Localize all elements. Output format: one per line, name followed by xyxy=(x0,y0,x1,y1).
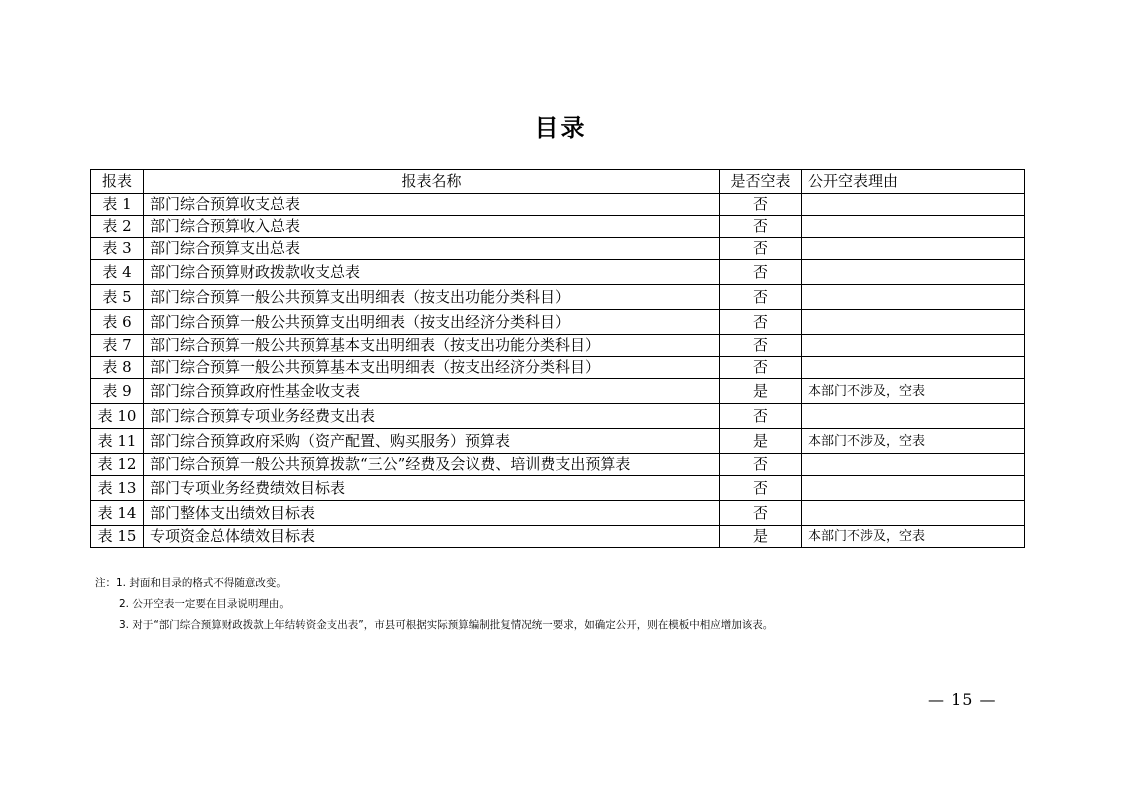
report-name-cell: 专项资金总体绩效目标表 xyxy=(144,526,720,548)
empty-reason-cell xyxy=(802,357,1025,379)
empty-reason-cell xyxy=(802,454,1025,476)
table-row xyxy=(91,454,1025,476)
header-report-name: 报表名称 xyxy=(144,170,720,194)
report-name-cell: 部门综合预算一般公共预算支出明细表（按支出功能分类科目） xyxy=(144,285,720,310)
page-number: — 15 — xyxy=(928,690,997,709)
report-index-table xyxy=(90,169,1025,548)
is-empty-cell: 否 xyxy=(720,404,802,429)
report-name-cell: 部门综合预算一般公共预算基本支出明细表（按支出功能分类科目） xyxy=(144,335,720,357)
empty-reason-cell xyxy=(802,476,1025,501)
table-row xyxy=(91,429,1025,454)
report-name-cell: 部门综合预算财政拨款收支总表 xyxy=(144,260,720,285)
report-code-cell: 表 7 xyxy=(91,335,144,357)
report-name-cell: 部门综合预算支出总表 xyxy=(144,238,720,260)
empty-reason-cell: 本部门不涉及，空表 xyxy=(802,379,1025,404)
table-row xyxy=(91,194,1025,216)
table-row xyxy=(91,501,1025,526)
empty-reason-cell xyxy=(802,238,1025,260)
report-code-cell: 表 15 xyxy=(91,526,144,548)
empty-reason-cell xyxy=(802,501,1025,526)
report-name-cell: 部门综合预算一般公共预算拨款“三公”经费及会议费、培训费支出预算表 xyxy=(144,454,720,476)
report-name-cell: 部门综合预算收入总表 xyxy=(144,216,720,238)
is-empty-cell: 否 xyxy=(720,476,802,501)
is-empty-cell: 否 xyxy=(720,310,802,335)
is-empty-cell: 否 xyxy=(720,238,802,260)
empty-reason-cell: 本部门不涉及，空表 xyxy=(802,526,1025,548)
is-empty-cell: 否 xyxy=(720,285,802,310)
report-name-cell: 部门专项业务经费绩效目标表 xyxy=(144,476,720,501)
table-row xyxy=(91,526,1025,548)
empty-reason-cell xyxy=(802,194,1025,216)
is-empty-cell: 否 xyxy=(720,335,802,357)
footnotes xyxy=(95,573,773,636)
report-code-cell: 表 11 xyxy=(91,429,144,454)
table-row xyxy=(91,260,1025,285)
empty-reason-cell xyxy=(802,216,1025,238)
table-row xyxy=(91,404,1025,429)
empty-reason-cell xyxy=(802,260,1025,285)
is-empty-cell: 是 xyxy=(720,379,802,404)
table-row xyxy=(91,285,1025,310)
is-empty-cell: 否 xyxy=(720,501,802,526)
report-name-cell: 部门综合预算政府性基金收支表 xyxy=(144,379,720,404)
report-code-cell: 表 12 xyxy=(91,454,144,476)
report-code-cell: 表 6 xyxy=(91,310,144,335)
report-code-cell: 表 8 xyxy=(91,357,144,379)
report-code-cell: 表 13 xyxy=(91,476,144,501)
table-header-row xyxy=(91,170,1025,194)
report-code-cell: 表 14 xyxy=(91,501,144,526)
is-empty-cell: 否 xyxy=(720,454,802,476)
report-code-cell: 表 5 xyxy=(91,285,144,310)
report-code-cell: 表 9 xyxy=(91,379,144,404)
table-row xyxy=(91,476,1025,501)
report-code-cell: 表 2 xyxy=(91,216,144,238)
report-name-cell: 部门综合预算专项业务经费支出表 xyxy=(144,404,720,429)
empty-reason-cell xyxy=(802,335,1025,357)
is-empty-cell: 是 xyxy=(720,429,802,454)
table-row xyxy=(91,335,1025,357)
table-row xyxy=(91,379,1025,404)
report-name-cell: 部门综合预算政府采购（资产配置、购买服务）预算表 xyxy=(144,429,720,454)
footnote-2: 2. 公开空表一定要在目录说明理由。 xyxy=(119,598,290,610)
is-empty-cell: 是 xyxy=(720,526,802,548)
report-code-cell: 表 3 xyxy=(91,238,144,260)
empty-reason-cell: 本部门不涉及，空表 xyxy=(802,429,1025,454)
report-name-cell: 部门整体支出绩效目标表 xyxy=(144,501,720,526)
report-code-cell: 表 4 xyxy=(91,260,144,285)
report-name-cell: 部门综合预算一般公共预算基本支出明细表（按支出经济分类科目） xyxy=(144,357,720,379)
report-name-cell: 部门综合预算收支总表 xyxy=(144,194,720,216)
empty-reason-cell xyxy=(802,310,1025,335)
table-body xyxy=(91,194,1025,548)
page-title: 目录 xyxy=(534,113,587,142)
header-report-code: 报表 xyxy=(91,170,144,194)
footnote-1: 注：1. 封面和目录的格式不得随意改变。 xyxy=(95,577,287,589)
header-empty-reason: 公开空表理由 xyxy=(802,170,1025,194)
empty-reason-cell xyxy=(802,285,1025,310)
report-code-cell: 表 10 xyxy=(91,404,144,429)
table-row xyxy=(91,238,1025,260)
header-is-empty: 是否空表 xyxy=(720,170,802,194)
is-empty-cell: 否 xyxy=(720,216,802,238)
empty-reason-cell xyxy=(802,404,1025,429)
report-code-cell: 表 1 xyxy=(91,194,144,216)
report-name-cell: 部门综合预算一般公共预算支出明细表（按支出经济分类科目） xyxy=(144,310,720,335)
is-empty-cell: 否 xyxy=(720,260,802,285)
table-row xyxy=(91,357,1025,379)
table-row xyxy=(91,216,1025,238)
is-empty-cell: 否 xyxy=(720,357,802,379)
is-empty-cell: 否 xyxy=(720,194,802,216)
table-row xyxy=(91,310,1025,335)
footnote-3: 3. 对于“部门综合预算财政拨款上年结转资金支出表”，市县可根据实际预算编制批复情况统一要求，如确定公开，则在模板中相应增加该表。 xyxy=(119,619,774,631)
